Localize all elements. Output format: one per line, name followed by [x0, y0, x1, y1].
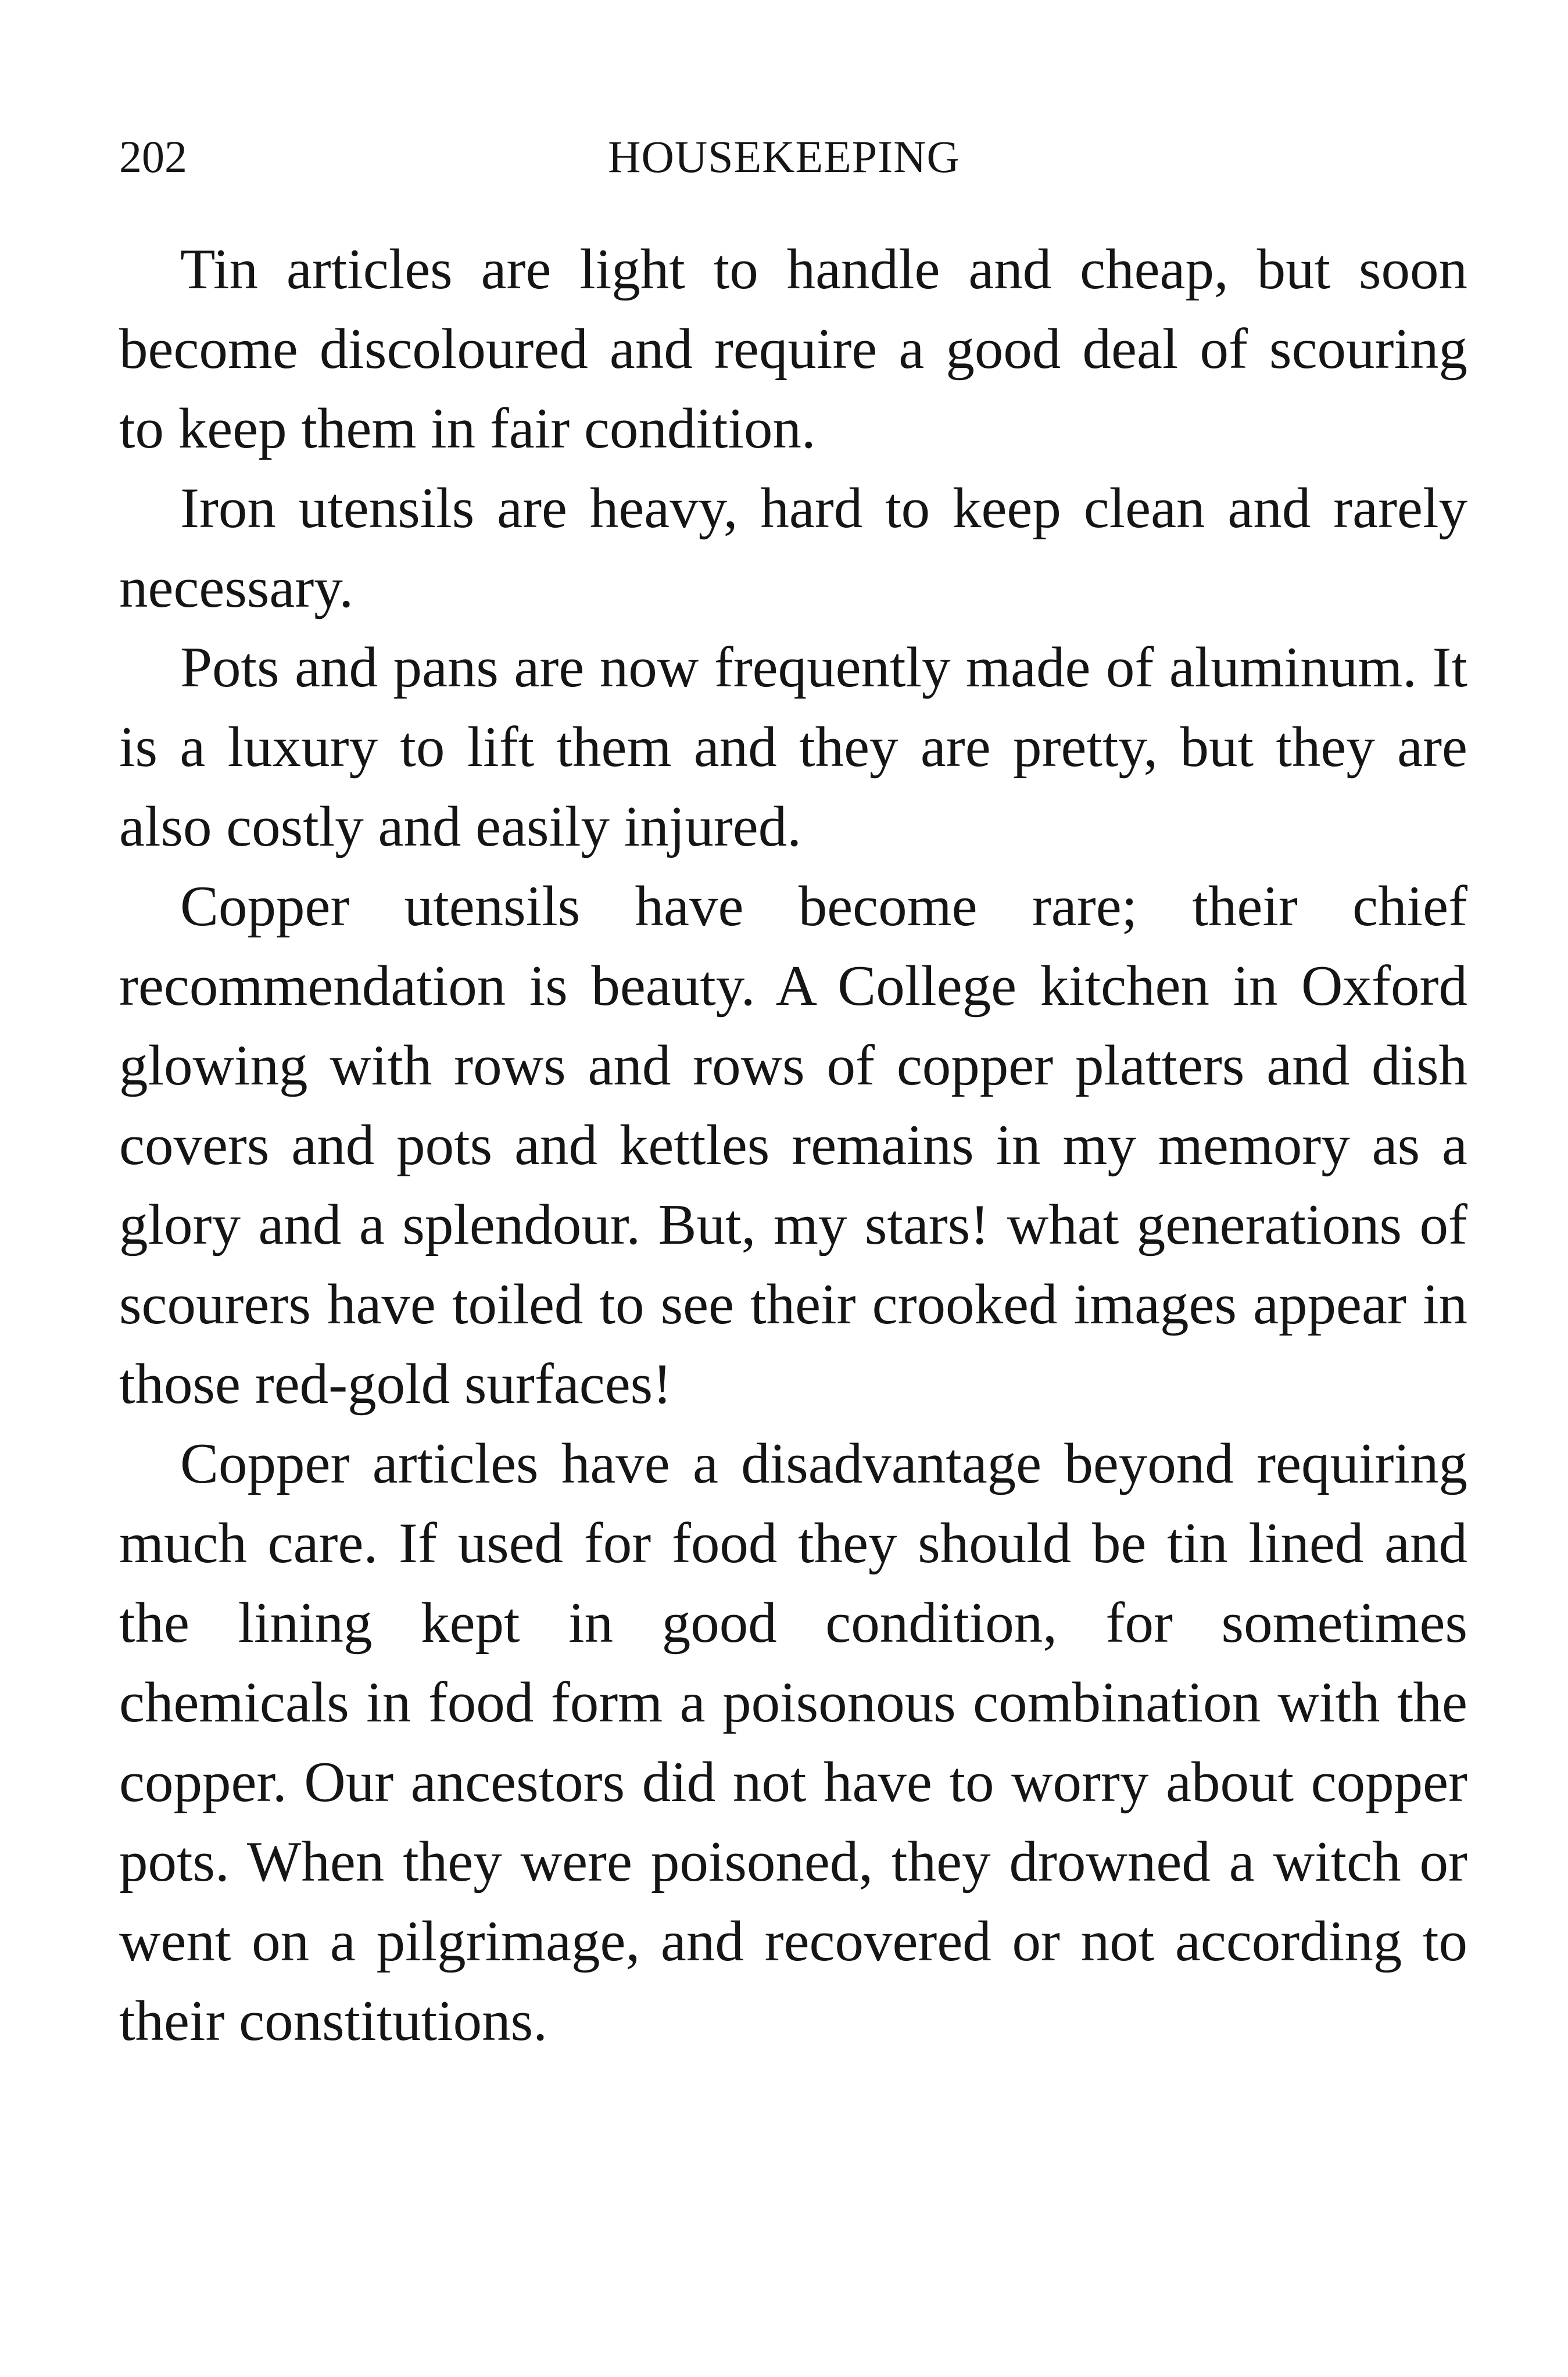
running-title: HOUSEKEEPING: [608, 131, 960, 182]
paragraph-iron-utensils: Iron utensils are heavy, hard to keep clean and rarely necessary.: [119, 477, 1467, 620]
running-head: [119, 125, 1449, 189]
page-number: 202: [119, 131, 187, 182]
paragraph-tin-articles: Tin articles are light to handle and cheap, but soon become discoloured and require a good deal of scouring to keep them in fair condition.: [119, 238, 1467, 460]
body-text: [119, 230, 1467, 2061]
paragraph-copper-utensils: Copper utensils have become rare; their chief recommendation is beauty. A College kitchen in Oxford glowing with rows and rows of copper platters and dish covers and pots and kettles remains in my memory as a glory and a splendour. But, my stars! what generations of scourers have toiled to see their crooked images appear in those red-gold surfaces!: [119, 875, 1467, 1416]
paragraph-aluminum-pots: Pots and pans are now frequently made of aluminum. It is a luxury to lift them and they are pretty, but they are also costly and easily injured.: [119, 636, 1467, 858]
paragraph-copper-articles: Copper articles have a disadvantage beyond requiring much care. If used for food they should be tin lined and the lining kept in good condition, for sometimes chemicals in food form a poisonous combination with the copper. Our ancestors did not have to worry about copper pots. When they were poisoned, they drowned a witch or went on a pilgrimage, and recovered or not according to their constitutions.: [119, 1432, 1467, 2053]
